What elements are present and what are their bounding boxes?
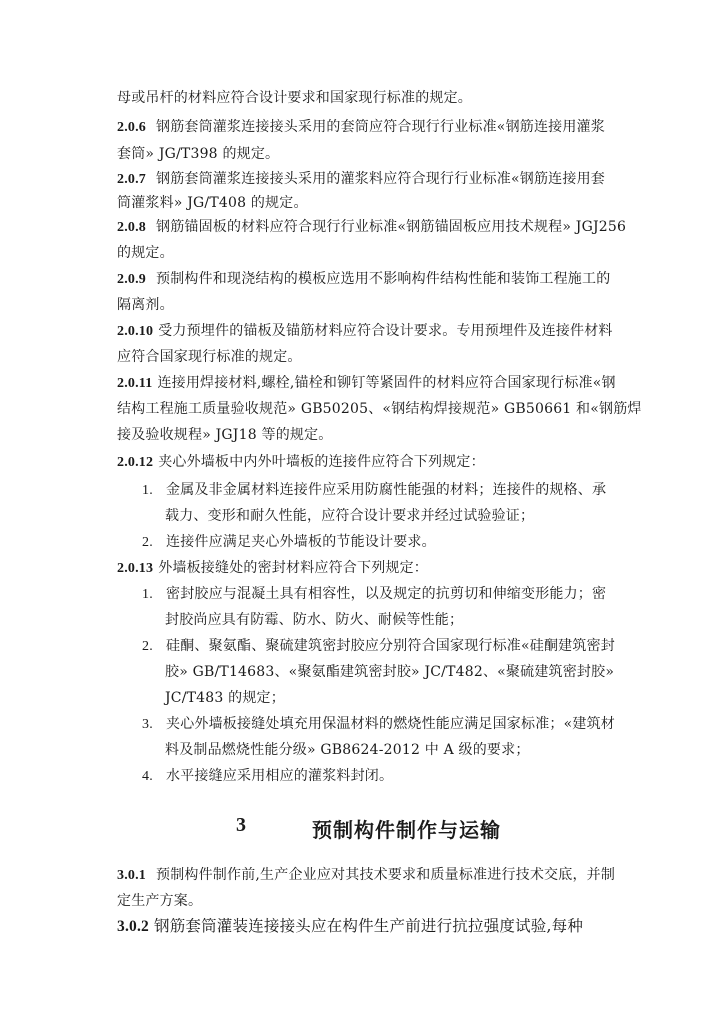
- clause-number: 3.0.1: [117, 868, 146, 883]
- text-line: 隔离剂。: [117, 297, 174, 313]
- list-item: 4. 水平接缝应采用相应的灌浆料封闭。: [142, 768, 394, 784]
- clause-2-0-13: 2.0.13 外墙板接缝处的密封材料应符合下列规定：: [117, 560, 429, 576]
- text-line: 应符合国家现行标准的规定。: [117, 349, 302, 365]
- chapter-number: 3: [236, 814, 246, 836]
- clause-2-0-10: 2.0.10 受力预埋件的锚板及锚筋材料应符合设计要求。专用预埋件及连接件材料: [117, 323, 613, 339]
- text-line: 筒灌浆料» JG/T408 的规定。: [117, 195, 308, 211]
- list-number: 3.: [142, 717, 153, 732]
- text-line: 母或吊杆的材料应符合设计要求和国家现行标准的规定。: [117, 90, 472, 106]
- clause-number: 3.0.2: [117, 918, 149, 935]
- chapter-heading: [0, 814, 724, 844]
- list-item: 1. 密封胶应与混凝土具有相容性，以及规定的抗剪切和伸缩变形能力；密: [142, 586, 607, 602]
- clause-number: 2.0.7: [117, 172, 146, 187]
- text-line: 结构工程施工质量验收规范» GB50205、«钢结构焊接规范» GB50661 和«钢筋焊: [117, 401, 642, 417]
- chapter-title: 预制构件制作与运输: [312, 818, 501, 842]
- list-number: 2.: [142, 535, 153, 550]
- clause-number: 2.0.12: [117, 455, 154, 470]
- clause-2-0-8: 2.0.8 钢筋锚固板的材料应符合现行行业标准«钢筋锚固板应用技术规程» JGJ256: [117, 219, 627, 235]
- clause-2-0-11: 2.0.11 连接用焊接材料,螺栓,锚栓和铆钉等紧固件的材料应符合国家现行标准«钢: [117, 375, 616, 391]
- text-line: 接及验收规程» JGJ18 等的规定。: [117, 427, 333, 443]
- text-line: 料及制品燃烧性能分级» GB8624-2012 中 A 级的要求；: [165, 742, 530, 758]
- list-item: 1. 金属及非金属材料连接件应采用防腐性能强的材料；连接件的规格、承: [142, 482, 607, 498]
- text-line: 载力、变形和耐久性能，应符合设计要求并经过试验验证；: [165, 508, 535, 524]
- list-item: 2. 硅酮、聚氨酯、聚硫建筑密封胶应分别符合国家现行标准«硅酮建筑密封: [142, 638, 615, 654]
- clause-number: 2.0.11: [117, 376, 153, 391]
- clause-2-0-9: 2.0.9 预制构件和现浇结构的模板应选用不影响构件结构性能和装饰工程施工的: [117, 271, 611, 287]
- list-item: 3. 夹心外墙板接缝处填充用保温材料的燃烧性能应满足国家标准；«建筑材: [142, 716, 615, 732]
- list-number: 1.: [142, 587, 153, 602]
- text-line: JC/T483 的规定；: [165, 690, 285, 706]
- clause-number: 2.0.6: [117, 120, 146, 135]
- clause-2-0-12: 2.0.12 夹心外墙板中内外叶墙板的连接件应符合下列规定：: [117, 454, 485, 470]
- clause-number: 2.0.8: [117, 220, 146, 235]
- text-line: 胶» GB/T14683、«聚氨酯建筑密封胶» JC/T482、«聚硫建筑密封胶»: [165, 664, 615, 680]
- text-line: 封胶尚应具有防霉、防水、防火、耐候等性能；: [165, 612, 464, 628]
- list-number: 2.: [142, 639, 153, 654]
- clause-3-0-2: 3.0.2 钢筋套筒灌装连接接头应在构件生产前进行抗拉强度试验,每种: [117, 917, 584, 935]
- list-number: 1.: [142, 483, 153, 498]
- list-number: 4.: [142, 769, 153, 784]
- clause-2-0-7: 2.0.7 钢筋套筒灌浆连接接头采用的灌浆料应符合现行行业标准«钢筋连接用套: [117, 171, 605, 187]
- clause-number: 2.0.13: [117, 561, 154, 576]
- clause-2-0-6: 2.0.6 钢筋套筒灌浆连接接头采用的套筒应符合现行行业标准«钢筋连接用灌浆: [117, 119, 605, 135]
- clause-number: 2.0.10: [117, 324, 154, 339]
- clause-number: 2.0.9: [117, 272, 146, 287]
- list-item: 2. 连接件应满足夹心外墙板的节能设计要求。: [142, 534, 436, 550]
- text-line: 定生产方案。: [117, 893, 203, 909]
- clause-3-0-1: 3.0.1 预制构件制作前,生产企业应对其技术要求和质量标准进行技术交底，并制: [117, 867, 616, 883]
- text-line: 套筒» JG/T398 的规定。: [117, 146, 280, 162]
- text-line: 的规定。: [117, 245, 174, 261]
